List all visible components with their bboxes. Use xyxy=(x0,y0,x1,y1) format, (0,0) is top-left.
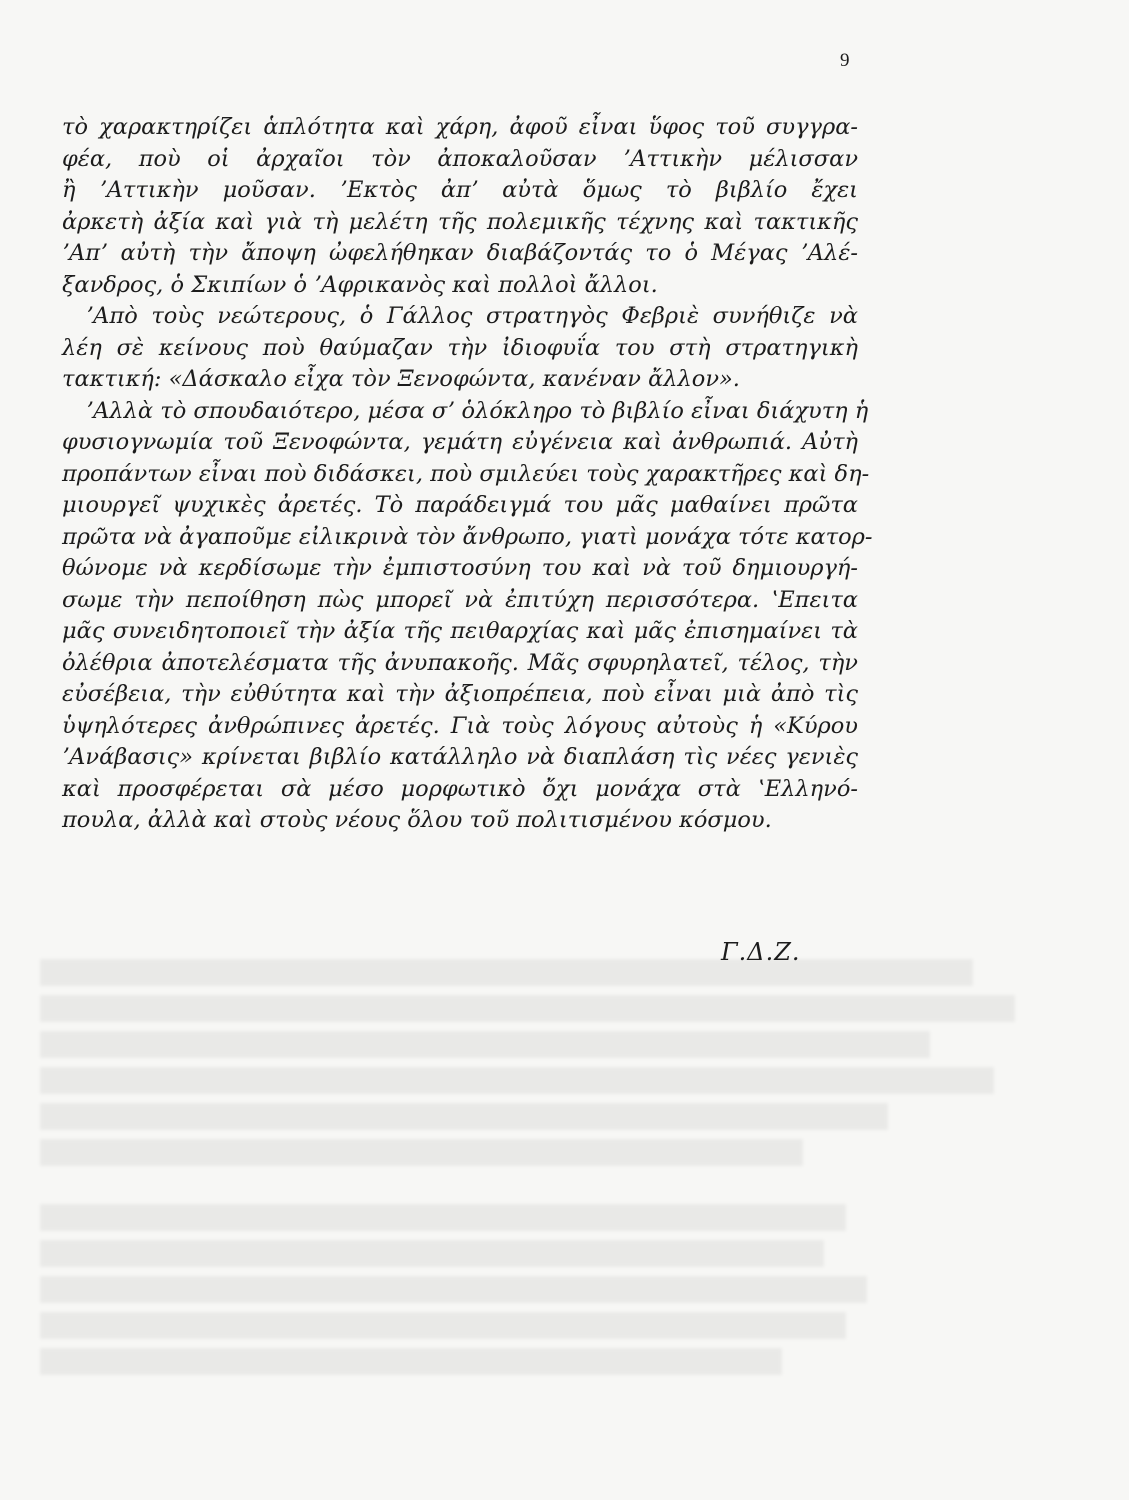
text-line: ἀρκετὴ ἀξία καὶ γιὰ τὴ μελέτη τῆς πολεμικῆς τέχνης καὶ τακτικῆς xyxy=(62,208,858,235)
text-line: μᾶς συνειδητοποιεῖ τὴν ἀξία τῆς πειθαρχίας καὶ μᾶς ἐπισημαίνει τὰ xyxy=(62,618,858,644)
text-line: μιουργεῖ ψυχικὲς ἀρετές. Τὸ παράδειγμά του μᾶς μαθαίνει πρῶτα xyxy=(62,492,858,518)
text-line: φέα, ποὺ οἱ ἀρχαῖοι τὸν ἀποκαλοῦσαν ʼΑττικὴν μέλισσαν xyxy=(62,145,858,172)
text-line: σωμε τὴν πεποίθηση πὼς μπορεῖ νὰ ἐπιτύχη περισσότερα. ʽΕπειτα xyxy=(62,586,858,613)
text-line: λέη σὲ κείνους ποὺ θαύμαζαν τὴν ἰδιοφυΐα του στὴ στρατηγικὴ xyxy=(62,334,858,361)
text-line: ʼΑπὸ τοὺς νεώτερους, ὁ Γάλλος στρατηγὸς Φεβριὲ συνήθιζε νὰ xyxy=(86,303,858,329)
text-line: ὑψηλότερες ἀνθρώπινες ἀρετές. Γιὰ τοὺς λόγους αὐτοὺς ἡ «Κύρου xyxy=(62,712,858,739)
text-line: ἢ ʼΑττικὴν μοῦσαν. ʼΕκτὸς ἀπʼ αὐτὰ ὅμως τὸ βιβλίο ἔχει xyxy=(62,177,858,203)
bleed-through-shadow xyxy=(40,950,1100,1450)
text-line: πρῶτα νὰ ἀγαποῦμε εἰλικρινὰ τὸν ἄνθρωπο, γιατὶ μονάχα τότε κατορ- xyxy=(62,523,873,550)
text-line: εὐσέβεια, τὴν εὐθύτητα καὶ τὴν ἀξιοπρέπεια, ποὺ εἶναι μιὰ ἀπὸ τὶς xyxy=(62,681,858,707)
text-line: φυσιογνωμία τοῦ Ξενοφώντα, γεμάτη εὐγένεια καὶ ἀνθρωπιά. Αὐτὴ xyxy=(62,429,858,455)
page-number: 9 xyxy=(840,50,850,71)
signature-initials: Γ.Δ.Ζ. xyxy=(721,938,801,966)
text-line: καὶ προσφέρεται σὰ μέσο μορφωτικὸ ὄχι μονάχα στὰ ʽΕλληνό- xyxy=(62,775,858,802)
text-line: τὸ χαρακτηρίζει ἁπλότητα καὶ χάρη, ἀφοῦ εἶναι ὕφος τοῦ συγγρα- xyxy=(62,114,858,140)
text-line: ξανδρος, ὁ Σκιπίων ὁ ʼΑφρικανὸς καὶ πολλοὶ ἄλλοι. xyxy=(62,271,658,298)
text-line: προπάντων εἶναι ποὺ διδάσκει, ποὺ σμιλεύει τοὺς χαρακτῆρες καὶ δη- xyxy=(62,460,870,487)
text-line: θώνομε νὰ κερδίσωμε τὴν ἐμπιστοσύνη του καὶ νὰ τοῦ δημιουργή- xyxy=(62,555,858,581)
body-text xyxy=(62,112,873,837)
text-line: ʼΑνάβασις» κρίνεται βιβλίο κατάλληλο νὰ διαπλάση τὶς νέες γενιὲς xyxy=(62,744,858,770)
text-line: ʼΑλλὰ τὸ σπουδαιότερο, μέσα σʼ ὁλόκληρο τὸ βιβλίο εἶναι διάχυτη ἡ xyxy=(86,397,869,424)
text-line: ʼΑπʼ αὐτὴ τὴν ἄποψη ὠφελήθηκαν διαβάζοντάς το ὁ Μέγας ʼΑλέ- xyxy=(62,240,858,266)
text-line: πουλα, ἀλλὰ καὶ στοὺς νέους ὅλου τοῦ πολιτισμένου κόσμου. xyxy=(62,807,772,833)
text-line: τακτική: «Δάσκαλο εἶχα τὸν Ξενοφώντα, κανέναν ἄλλον». xyxy=(62,366,740,392)
text-line: ὀλέθρια ἀποτελέσματα τῆς ἀνυπακοῆς. Μᾶς σφυρηλατεῖ, τέλος, τὴν xyxy=(62,649,858,676)
